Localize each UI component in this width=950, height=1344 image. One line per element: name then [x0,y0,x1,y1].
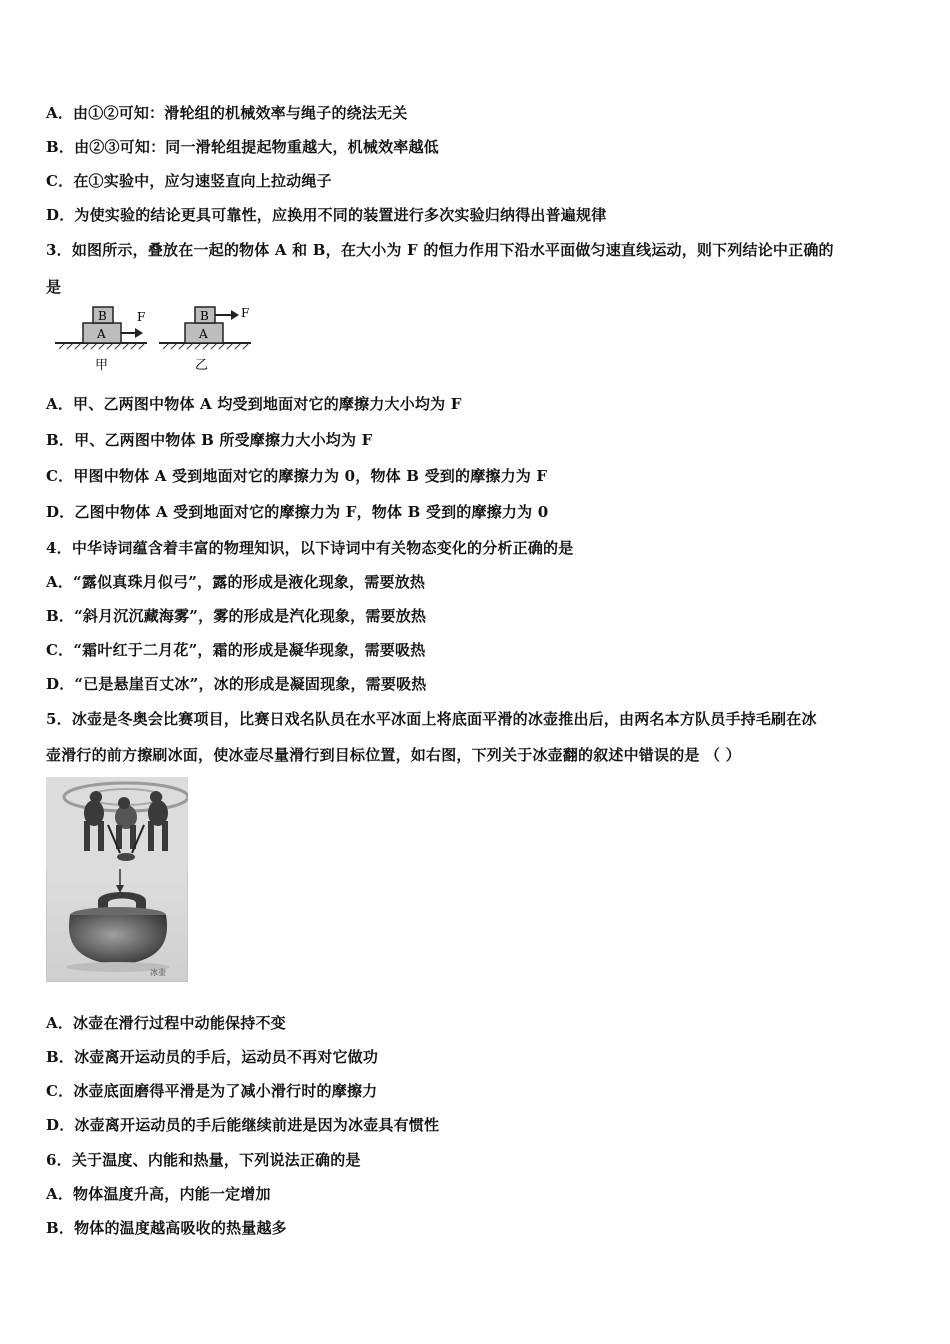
force-label: F [137,310,146,324]
q3-stem-line1: 3．如图所示，叠放在一起的物体 A 和 B，在大小为 F 的恒力作用下沿水平面做匀速直线运动，则下列结论中正确的 [46,241,834,259]
force-arrow-head [135,328,143,338]
q3-option-a: A．甲、乙两图中物体 A 均受到地面对它的摩擦力大小均为 F [46,395,462,413]
q6-option-a: A．物体温度升高，内能一定增加 [46,1185,271,1203]
q3-stem-line2: 是 [46,278,62,296]
block-b-label: B [98,309,107,323]
small-stone [117,853,135,861]
q5-option-b: B．冰壶离开运动员的手后，运动员不再对它做功 [46,1048,379,1066]
q4-option-a: A．“露似真珠月似弓”，露的形成是液化现象，需要放热 [46,573,426,591]
q4-option-c: C．“霜叶红于二月花”，霜的形成是凝华现象，需要吸热 [46,641,426,659]
caption-yi: 乙 [195,358,209,373]
block-a-label: A [199,327,208,341]
figure-yi [159,306,251,373]
q6-stem: 6．关于温度、内能和热量，下列说法正确的是 [46,1151,361,1169]
q2-option-a: A．由①②可知：滑轮组的机械效率与绳子的绕法无关 [46,104,408,122]
q2-option-c: C．在①实验中，应匀速竖直向上拉动绳子 [46,172,332,190]
q3-figure [55,303,265,375]
curling-photo [46,777,188,982]
caption-jia: 甲 [95,358,109,373]
force-arrow-head [231,310,239,320]
block-a-label: A [97,327,106,341]
q2-option-b: B．由②③可知：同一滑轮组提起物重越大，机械效率越低 [46,138,439,156]
photo-caption: 冰壶 [150,968,166,977]
q4-stem: 4．中华诗词蕴含着丰富的物理知识，以下诗词中有关物态变化的分析正确的是 [46,539,574,557]
q5-stem-line1: 5．冰壶是冬奥会比赛项目，比赛日戏名队员在水平冰面上将底面平滑的冰壶推出后，由两名本方队员手持毛刷在冰 [46,710,817,728]
q5-option-d: D．冰壶离开运动员的手后能继续前进是因为冰壶具有惯性 [46,1116,440,1134]
q4-option-d: D．“已是悬崖百丈冰”，冰的形成是凝固现象，需要吸热 [46,675,427,693]
q3-option-b: B．甲、乙两图中物体 B 所受摩擦力大小均为 F [46,431,373,449]
q3-option-c: C．甲图中物体 A 受到地面对它的摩擦力为 0，物体 B 受到的摩擦力为 F [46,467,548,485]
block-b-label: B [200,309,209,323]
q3-option-d: D．乙图中物体 A 受到地面对它的摩擦力为 F，物体 B 受到的摩擦力为 0 [46,503,549,521]
q4-option-b: B．“斜月沉沉藏海雾”，雾的形成是汽化现象，需要放热 [46,607,427,625]
q5-option-a: A．冰壶在滑行过程中动能保持不变 [46,1014,286,1032]
q5-stem-line2: 壶滑行的前方擦刷冰面，使冰壶尽量滑行到目标位置，如右图，下列关于冰壶翻的叙述中错误的是 （ ） [46,746,741,764]
q5-option-c: C．冰壶底面磨得平滑是为了减小滑行时的摩擦力 [46,1082,378,1100]
figure-jia [55,307,147,373]
q6-option-b: B．物体的温度越高吸收的热量越多 [46,1219,287,1237]
force-label: F [241,306,250,320]
q2-option-d: D．为使实验的结论更具可靠性，应换用不同的装置进行多次实验归纳得出普遍规律 [46,206,607,224]
